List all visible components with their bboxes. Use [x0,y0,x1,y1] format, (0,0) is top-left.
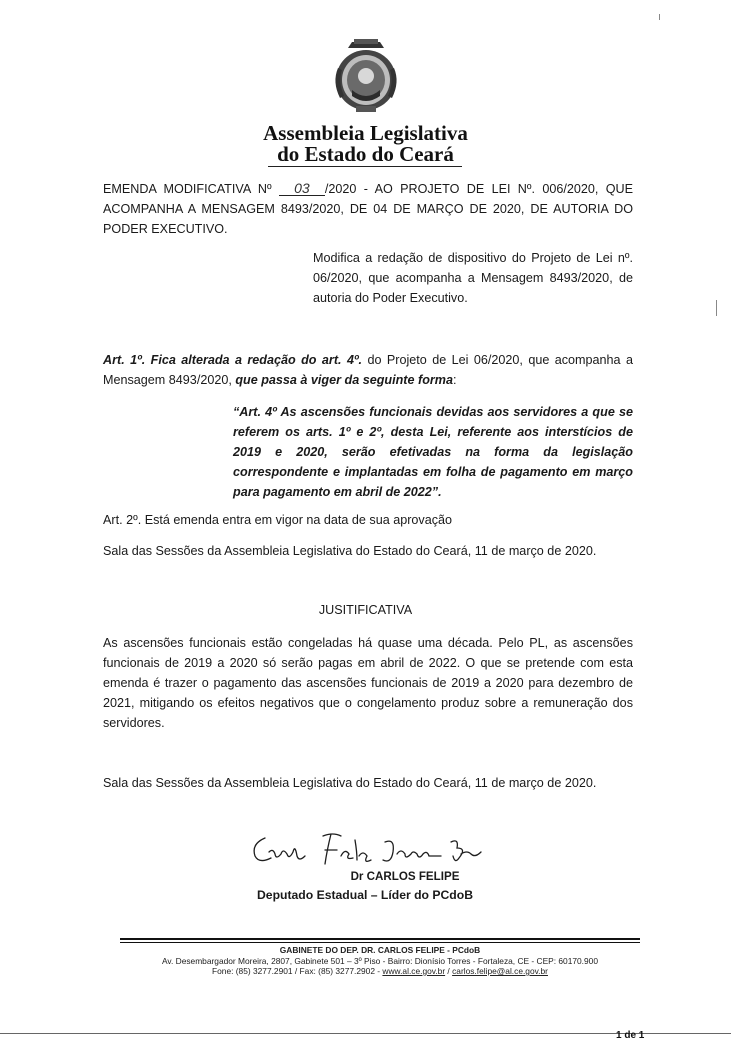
article-1-tail: que passa à viger da seguinte forma [235,373,453,387]
amendment-heading [103,179,633,239]
signatory-name: Dr CARLOS FELIPE [350,870,460,883]
session-hall-dateline: Sala das Sessões da Assembleia Legislativa do Estado do Ceará, 11 de março de 2020. [103,544,597,558]
session-hall-dateline-2: Sala das Sessões da Assembleia Legislativa do Estado do Ceará, 11 de março de 2020. [103,776,597,790]
article-1-mid: do Projeto de Lei 06/2020, que acompanha a Mensagem 8493/2020, [103,353,633,387]
assembly-name-line2: do Estado do Ceará [277,142,454,166]
title-underline [268,166,462,167]
assembly-name-line1: Assembleia Legislativa [263,121,468,145]
signatory-role: Deputado Estadual – Líder do PCdoB [256,888,473,902]
article-1-lead: Art. 1º. Fica alterada a redação do art. 4º. [103,353,363,367]
scan-artifact-mark [716,300,717,316]
state-coat-of-arms-seal [326,38,406,114]
justification-text: As ascensões funcionais estão congeladas há quase uma década. Pelo PL, as ascensões funcionais de 2019 a 2020 só serão pagas em abril de 2022. O que se pretende com esta emenda é trazer o pagamento das ascensões funcionais de 2019 a 2020 para dezembro de 2021, mitigando os efeitos negativos que o congelamento produz sobre a remuneração dos servidores. [103,636,633,730]
amendment-number: 03 [279,181,325,196]
page-number: 1 de 1 [616,1030,645,1041]
footer-email-link[interactable]: carlos.felipe@al.ce.gov.br [452,966,548,976]
handwritten-signature [245,830,485,872]
footer-contact [100,966,660,977]
amendment-heading-prefix: EMENDA MODIFICATIVA Nº [103,182,272,196]
article-4-quoted-text: “Art. 4º As ascensões funcionais devidas aos servidores a que se referem os arts. 1º e 2º, desta Lei, referente aos interstícios de 2019 e 2020, serão efetivadas na forma da legislação correspondente e implantadas em folha de pagamento em março para pagamento em abril de 2022”. [233,405,633,499]
justification-title: JUSITIFICATIVA [318,603,413,617]
footer-website-link[interactable]: www.al.ce.gov.br [382,966,446,976]
footer-divider-thin [120,942,640,943]
footer-divider-thick [120,938,640,940]
footer-address: Av. Desembargador Moreira, 2807, Gabinete 501 – 3º Piso - Bairro: Dionísio Torres - Fortaleza, CE - CEP: 60170.900 [162,956,598,966]
amendment-heading-rest: /2020 - AO PROJETO DE LEI Nº. 006/2020, QUE ACOMPANHA A MENSAGEM 8493/2020, DE 04 DE MARÇO DE 2020, DE AUTORIA DO PODER EXECUTIVO. [103,182,634,236]
scan-artifact-mark [659,14,660,20]
amendment-summary: Modifica a redação de dispositivo do Projeto de Lei nº. 06/2020, que acompanha a Mensagem 8493/2020, de autoria do Poder Executivo. [313,251,633,305]
footer-separator: / [445,966,453,976]
article-1-end: : [453,373,457,387]
article-1 [103,350,633,390]
article-2: Art. 2º. Está emenda entra em vigor na data de sua aprovação [103,513,453,527]
footer-phone-fax: Fone: (85) 3277.2901 / Fax: (85) 3277.2902 - [212,966,383,976]
footer-office: GABINETE DO DEP. DR. CARLOS FELIPE - PCdoB [279,945,481,955]
